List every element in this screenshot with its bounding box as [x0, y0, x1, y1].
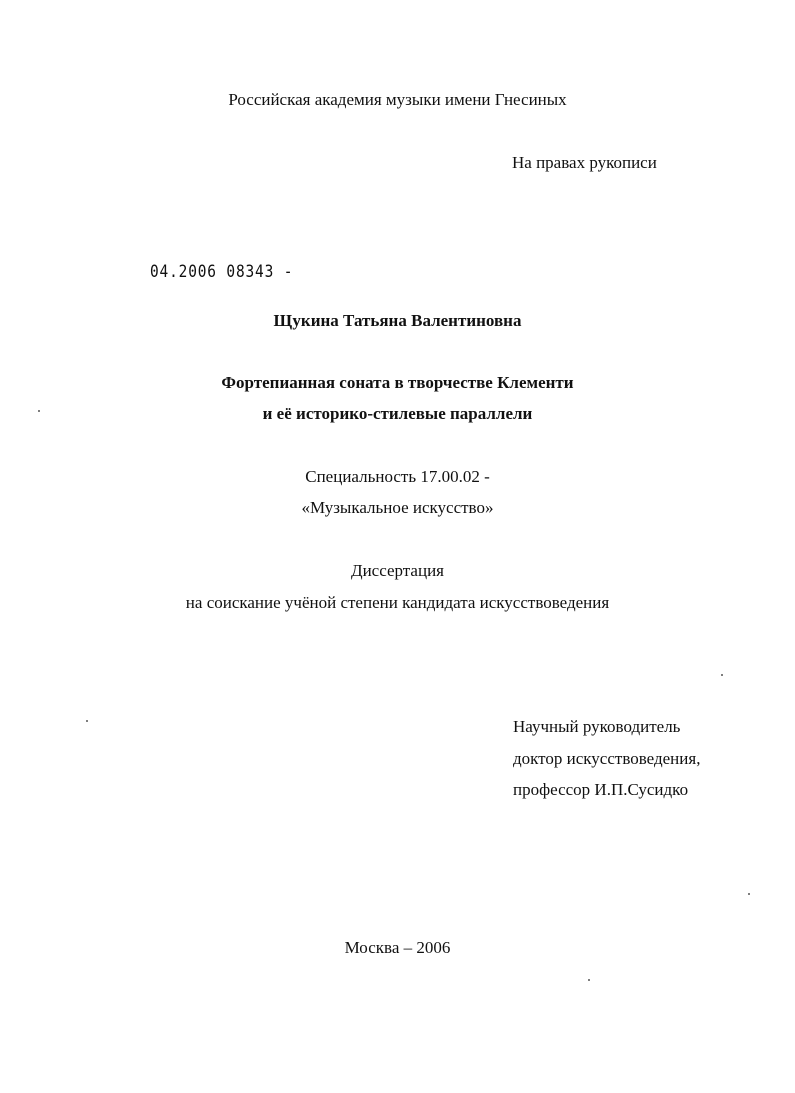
registry-stamp-number: 04.2006 08343 - [150, 262, 294, 282]
supervisor-name: профессор И.П.Сусидко [513, 780, 689, 799]
scan-speck [38, 410, 40, 412]
author-name: Щукина Татьяна Валентиновна [273, 311, 522, 330]
scan-speck [748, 893, 750, 895]
place-and-year: Москва – 2006 [344, 938, 451, 957]
scan-speck [721, 674, 723, 676]
scan-speck [86, 720, 88, 722]
scan-speck [588, 979, 590, 981]
supervisor-degree: доктор искусствоведения, [513, 749, 701, 768]
dissertation-title-line2: и её историко-стилевые параллели [262, 404, 533, 423]
supervisor-label: Научный руководитель [513, 717, 681, 736]
dissertation-title-line1: Фортепианная соната в творчестве Клементи [221, 373, 574, 392]
rights-note: На правах рукописи [512, 153, 657, 172]
specialty-code: Специальность 17.00.02 - [305, 467, 490, 486]
degree-purpose: на соискание учёной степени кандидата искусствоведения [185, 593, 610, 612]
specialty-name: «Музыкальное искусство» [301, 498, 494, 517]
stamp-text: 04.2006 08343 [150, 262, 275, 282]
document-type: Диссертация [350, 561, 444, 580]
institution-name: Российская академия музыки имени Гнесиных [228, 90, 567, 109]
